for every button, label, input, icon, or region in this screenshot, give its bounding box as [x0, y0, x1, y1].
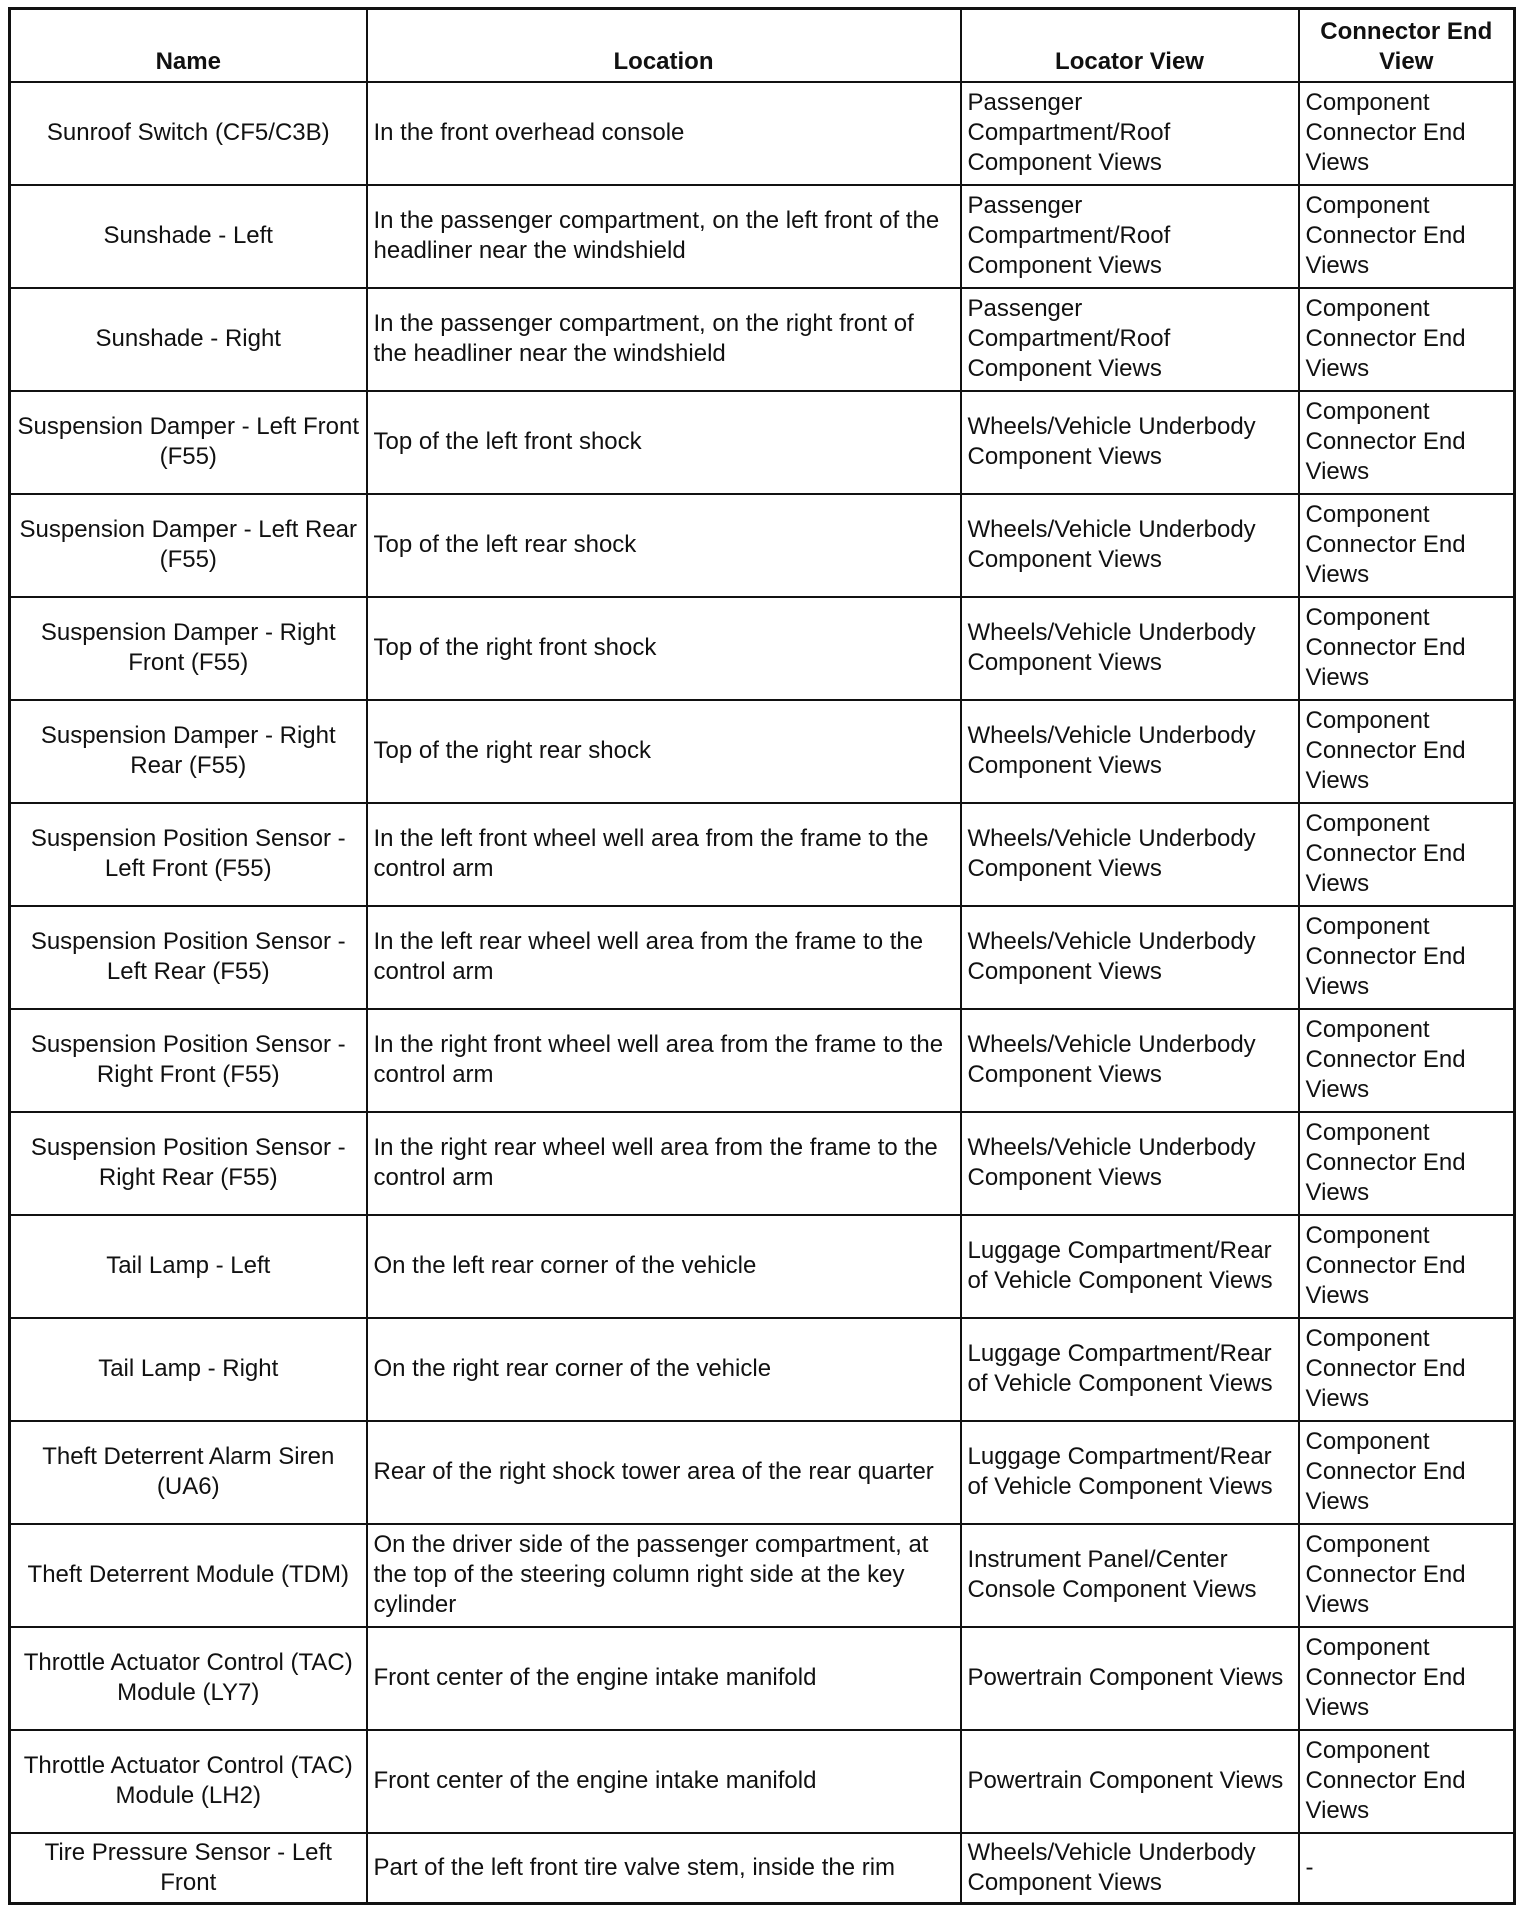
cell-connector-end-view: Component Connector End Views [1299, 391, 1515, 494]
cell-location: In the left front wheel well area from the frame to the control arm [367, 803, 961, 906]
cell-connector-end-view: Component Connector End Views [1299, 1524, 1515, 1627]
cell-name: Suspension Position Sensor - Left Front (F55) [10, 803, 367, 906]
table-row [10, 391, 1515, 494]
cell-connector-end-view: Component Connector End Views [1299, 1318, 1515, 1421]
table-row [10, 1421, 1515, 1524]
header-locator-view: Locator View [961, 9, 1299, 82]
cell-connector-end-view: Component Connector End Views [1299, 1215, 1515, 1318]
cell-connector-end-view: Component Connector End Views [1299, 185, 1515, 288]
header-connector-end-view: Connector End View [1299, 9, 1515, 82]
cell-locator-view: Powertrain Component Views [961, 1627, 1299, 1730]
table-row [10, 1627, 1515, 1730]
cell-locator-view: Luggage Compartment/Rear of Vehicle Component Views [961, 1421, 1299, 1524]
cell-name: Suspension Position Sensor - Left Rear (F55) [10, 906, 367, 1009]
table-row [10, 494, 1515, 597]
cell-locator-view: Passenger Compartment/Roof Component Views [961, 82, 1299, 185]
cell-connector-end-view: - [1299, 1833, 1515, 1904]
table-body [10, 82, 1515, 1904]
cell-locator-view: Luggage Compartment/Rear of Vehicle Component Views [961, 1318, 1299, 1421]
table-row [10, 700, 1515, 803]
cell-location: In the passenger compartment, on the right front of the headliner near the windshield [367, 288, 961, 391]
cell-name: Theft Deterrent Alarm Siren (UA6) [10, 1421, 367, 1524]
cell-locator-view: Wheels/Vehicle Underbody Component Views [961, 803, 1299, 906]
cell-locator-view: Wheels/Vehicle Underbody Component Views [961, 494, 1299, 597]
cell-locator-view: Passenger Compartment/Roof Component Views [961, 288, 1299, 391]
cell-connector-end-view: Component Connector End Views [1299, 1009, 1515, 1112]
table-row [10, 1009, 1515, 1112]
cell-connector-end-view: Component Connector End Views [1299, 906, 1515, 1009]
cell-locator-view: Wheels/Vehicle Underbody Component Views [961, 391, 1299, 494]
cell-connector-end-view: Component Connector End Views [1299, 82, 1515, 185]
header-name: Name [10, 9, 367, 82]
cell-connector-end-view: Component Connector End Views [1299, 494, 1515, 597]
table-row [10, 288, 1515, 391]
cell-location: Top of the right front shock [367, 597, 961, 700]
header-row [10, 9, 1515, 82]
cell-connector-end-view: Component Connector End Views [1299, 803, 1515, 906]
cell-connector-end-view: Component Connector End Views [1299, 1730, 1515, 1833]
cell-location: On the driver side of the passenger compartment, at the top of the steering column right side at the key cylinder [367, 1524, 961, 1627]
table-row [10, 803, 1515, 906]
cell-location: On the left rear corner of the vehicle [367, 1215, 961, 1318]
cell-locator-view: Wheels/Vehicle Underbody Component Views [961, 1009, 1299, 1112]
cell-name: Theft Deterrent Module (TDM) [10, 1524, 367, 1627]
cell-locator-view: Powertrain Component Views [961, 1730, 1299, 1833]
cell-name: Suspension Position Sensor - Right Front (F55) [10, 1009, 367, 1112]
cell-name: Sunshade - Left [10, 185, 367, 288]
cell-name: Suspension Damper - Right Front (F55) [10, 597, 367, 700]
cell-name: Tail Lamp - Right [10, 1318, 367, 1421]
table-row [10, 597, 1515, 700]
cell-name: Suspension Damper - Left Front (F55) [10, 391, 367, 494]
cell-name: Throttle Actuator Control (TAC) Module (LH2) [10, 1730, 367, 1833]
cell-name: Sunroof Switch (CF5/C3B) [10, 82, 367, 185]
table-row [10, 1833, 1515, 1904]
cell-connector-end-view: Component Connector End Views [1299, 288, 1515, 391]
cell-locator-view: Wheels/Vehicle Underbody Component Views [961, 1112, 1299, 1215]
cell-location: Top of the left front shock [367, 391, 961, 494]
cell-name: Sunshade - Right [10, 288, 367, 391]
table-row [10, 1730, 1515, 1833]
component-locator-table [8, 7, 1516, 1905]
cell-locator-view: Wheels/Vehicle Underbody Component Views [961, 700, 1299, 803]
cell-location: On the right rear corner of the vehicle [367, 1318, 961, 1421]
cell-locator-view: Instrument Panel/Center Console Component Views [961, 1524, 1299, 1627]
cell-locator-view: Luggage Compartment/Rear of Vehicle Component Views [961, 1215, 1299, 1318]
table-row [10, 1215, 1515, 1318]
cell-name: Tire Pressure Sensor - Left Front [10, 1833, 367, 1904]
cell-connector-end-view: Component Connector End Views [1299, 1112, 1515, 1215]
cell-location: Front center of the engine intake manifold [367, 1627, 961, 1730]
cell-location: Front center of the engine intake manifold [367, 1730, 961, 1833]
cell-location: In the right rear wheel well area from the frame to the control arm [367, 1112, 961, 1215]
cell-location: Part of the left front tire valve stem, inside the rim [367, 1833, 961, 1904]
table-row [10, 1318, 1515, 1421]
cell-name: Suspension Damper - Right Rear (F55) [10, 700, 367, 803]
header-location: Location [367, 9, 961, 82]
cell-name: Throttle Actuator Control (TAC) Module (LY7) [10, 1627, 367, 1730]
cell-locator-view: Wheels/Vehicle Underbody Component Views [961, 1833, 1299, 1904]
cell-location: In the left rear wheel well area from the frame to the control arm [367, 906, 961, 1009]
cell-locator-view: Wheels/Vehicle Underbody Component Views [961, 906, 1299, 1009]
cell-locator-view: Wheels/Vehicle Underbody Component Views [961, 597, 1299, 700]
cell-name: Suspension Damper - Left Rear (F55) [10, 494, 367, 597]
cell-location: Top of the left rear shock [367, 494, 961, 597]
table-row [10, 1112, 1515, 1215]
cell-location: In the right front wheel well area from the frame to the control arm [367, 1009, 961, 1112]
cell-connector-end-view: Component Connector End Views [1299, 1421, 1515, 1524]
cell-location: In the front overhead console [367, 82, 961, 185]
cell-location: Rear of the right shock tower area of the rear quarter [367, 1421, 961, 1524]
table-row [10, 1524, 1515, 1627]
cell-connector-end-view: Component Connector End Views [1299, 700, 1515, 803]
table-header [10, 9, 1515, 82]
cell-location: In the passenger compartment, on the left front of the headliner near the windshield [367, 185, 961, 288]
table-row [10, 906, 1515, 1009]
cell-connector-end-view: Component Connector End Views [1299, 597, 1515, 700]
table-row [10, 185, 1515, 288]
cell-name: Suspension Position Sensor - Right Rear (F55) [10, 1112, 367, 1215]
table-row [10, 82, 1515, 185]
cell-name: Tail Lamp - Left [10, 1215, 367, 1318]
cell-location: Top of the right rear shock [367, 700, 961, 803]
cell-connector-end-view: Component Connector End Views [1299, 1627, 1515, 1730]
cell-locator-view: Passenger Compartment/Roof Component Views [961, 185, 1299, 288]
